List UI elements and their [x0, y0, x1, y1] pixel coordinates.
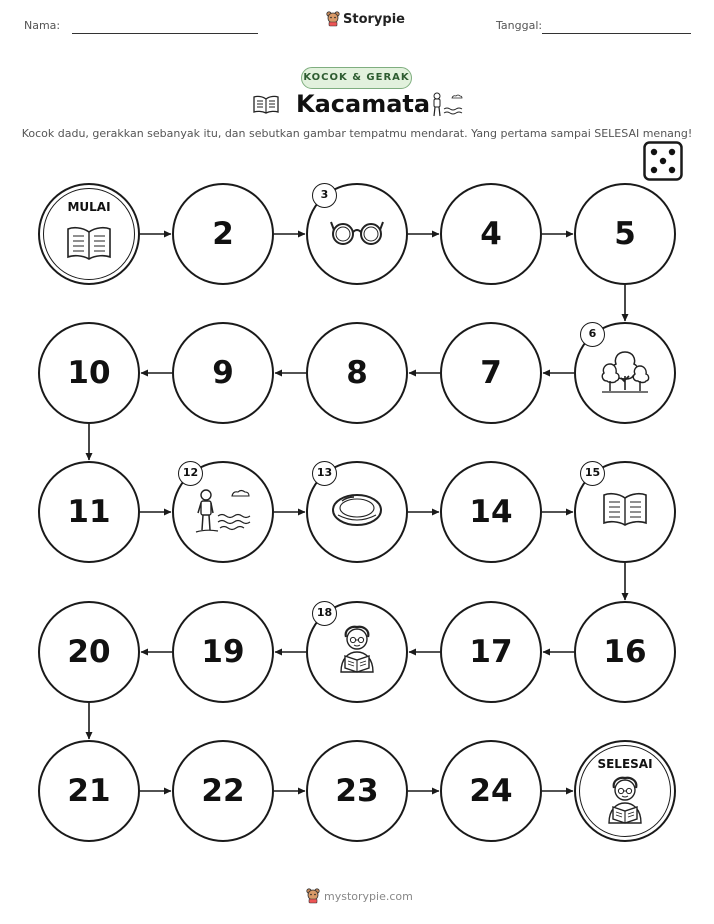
- instructions-text: Kocok dadu, gerakkan sebanyak itu, dan sebutkan gambar tempatmu mendarat. Yang pertama sampai SELESAI menang!: [21, 127, 693, 140]
- space-number-badge: 6: [580, 322, 605, 347]
- board-space-20[interactable]: [38, 601, 140, 703]
- space-number: 19: [201, 634, 245, 670]
- boy-at-sea-icon: [192, 484, 254, 540]
- board-space-22[interactable]: [172, 740, 274, 842]
- brand-name: Storypie: [343, 11, 405, 27]
- space-number: 4: [480, 216, 502, 252]
- space-number: 22: [201, 773, 245, 809]
- board-space-17[interactable]: [440, 601, 542, 703]
- footer: [306, 888, 413, 904]
- start-label: MULAI: [67, 200, 111, 214]
- space-number: 7: [480, 355, 502, 391]
- board-space-23[interactable]: [306, 740, 408, 842]
- space-number: 5: [614, 216, 636, 252]
- board-space-19[interactable]: [172, 601, 274, 703]
- space-number: 23: [335, 773, 379, 809]
- board-space-3[interactable]: [306, 183, 408, 285]
- board-space-7[interactable]: [440, 322, 542, 424]
- space-number: 14: [469, 494, 513, 530]
- finish-space[interactable]: [574, 740, 676, 842]
- space-number: 2: [212, 216, 234, 252]
- space-number-badge: 13: [312, 461, 337, 486]
- board-space-16[interactable]: [574, 601, 676, 703]
- space-number: 20: [67, 634, 111, 670]
- date-label: Tanggal:: [496, 19, 543, 32]
- space-number: 16: [603, 634, 647, 670]
- glasses-icon: [330, 216, 384, 252]
- space-number-badge: 15: [580, 461, 605, 486]
- grandma-reading-icon: [599, 775, 651, 831]
- board-space-14[interactable]: [440, 461, 542, 563]
- grandma-reading-icon: [331, 624, 383, 680]
- board-space-18[interactable]: [306, 601, 408, 703]
- board-space-8[interactable]: [306, 322, 408, 424]
- board-space-10[interactable]: [38, 322, 140, 424]
- space-number: 8: [346, 355, 368, 391]
- board-space-21[interactable]: [38, 740, 140, 842]
- board-space-15[interactable]: [574, 461, 676, 563]
- page-title: Kacamata: [296, 90, 431, 118]
- board-space-9[interactable]: [172, 322, 274, 424]
- board-space-6[interactable]: [574, 322, 676, 424]
- gem-stone-icon: [330, 491, 384, 533]
- board-space-24[interactable]: [440, 740, 542, 842]
- board-space-5[interactable]: [574, 183, 676, 285]
- board-space-11[interactable]: [38, 461, 140, 563]
- space-number: 24: [469, 773, 513, 809]
- board-space-13[interactable]: [306, 461, 408, 563]
- open-book-icon: [601, 491, 649, 533]
- board-space-4[interactable]: [440, 183, 542, 285]
- open-book-icon: [65, 225, 113, 267]
- name-label: Nama:: [24, 19, 61, 32]
- space-number: 10: [67, 355, 111, 391]
- space-number: 11: [67, 494, 111, 530]
- space-number: 9: [212, 355, 234, 391]
- space-number-badge: 3: [312, 183, 337, 208]
- start-space[interactable]: [38, 183, 140, 285]
- board-space-2[interactable]: [172, 183, 274, 285]
- trees-icon: [600, 348, 650, 398]
- space-number-badge: 18: [312, 601, 337, 626]
- bear-mascot-icon: [306, 888, 320, 904]
- footer-url: mystorypie.com: [324, 889, 413, 903]
- board-space-12[interactable]: [172, 461, 274, 563]
- activity-badge: KOCOK & GERAK: [301, 67, 412, 89]
- space-number: 21: [67, 773, 111, 809]
- space-number: 17: [469, 634, 513, 670]
- space-number-badge: 12: [178, 461, 203, 486]
- finish-label: SELESAI: [597, 757, 653, 771]
